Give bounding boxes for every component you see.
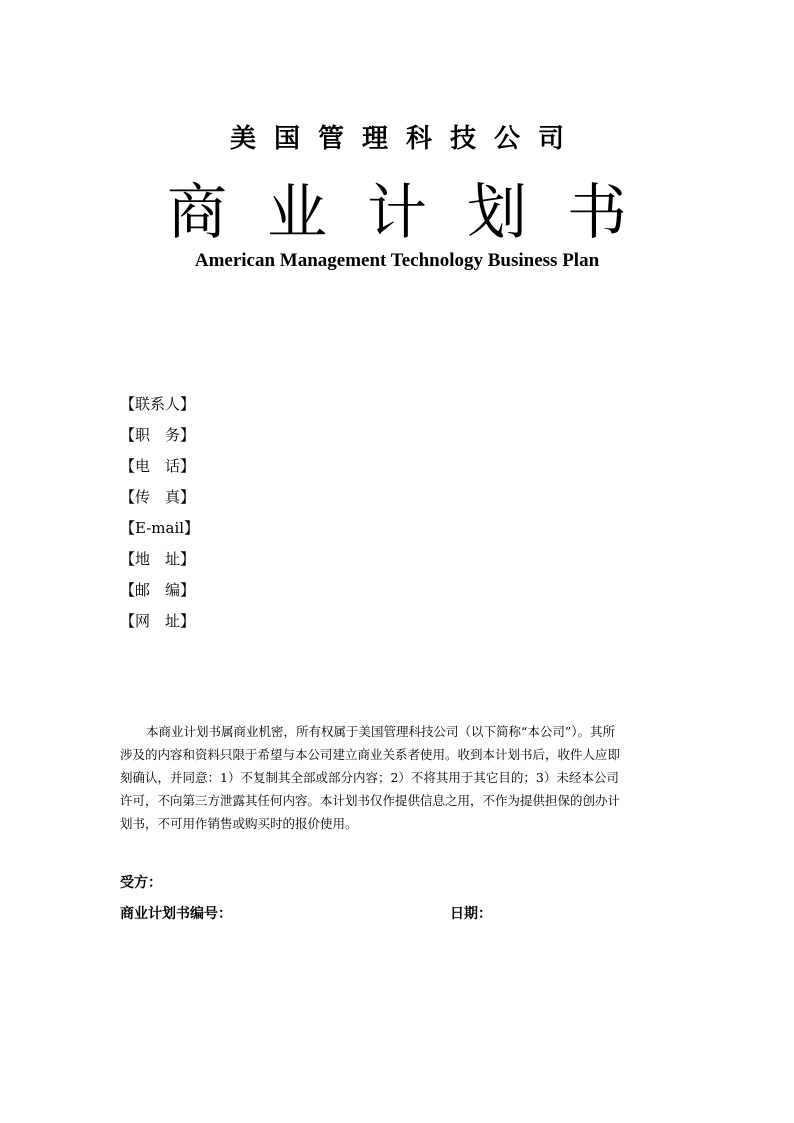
notice-line: 涉及的内容和资料只限于希望与本公司建立商业关系者使用。收到本计划书后，收件人应即	[120, 747, 621, 762]
contact-fields	[120, 393, 199, 641]
website-label: 【网 址】	[120, 612, 196, 630]
contact-person-label: 【联系人】	[120, 395, 196, 413]
postcode-label: 【邮 编】	[120, 581, 196, 599]
address-label: 【地 址】	[120, 550, 196, 568]
recipient-label: 受方：	[120, 875, 162, 891]
date-label: 日期：	[450, 906, 492, 922]
notice-line: 许可，不向第三方泄露其任何内容。本计划书仅作提供信息之用，不作为提供担保的创办计	[120, 793, 621, 808]
english-title: American Management Technology Business Plan	[194, 250, 600, 271]
notice-line: 本商业计划书属商业机密，所有权属于美国管理科技公司（以下简称“本公司”）。其所	[146, 724, 616, 739]
phone-label: 【电 话】	[120, 457, 196, 475]
confidentiality-notice	[120, 720, 690, 835]
email-label: 【E-mail】	[120, 519, 200, 537]
notice-line: 划书，不可用作销售或购买时的报价使用。	[120, 816, 358, 831]
plan-number-label: 商业计划书编号：	[120, 906, 232, 922]
fax-label: 【传 真】	[120, 488, 196, 506]
notice-line: 刻确认，并同意：1）不复制其全部或部分内容；2）不将其用于其它目的；3）未经本公司	[120, 770, 619, 785]
document-title: 商业计划书	[167, 178, 667, 248]
company-name: 美国管理科技公司	[229, 124, 582, 154]
position-label: 【职 务】	[120, 426, 196, 444]
